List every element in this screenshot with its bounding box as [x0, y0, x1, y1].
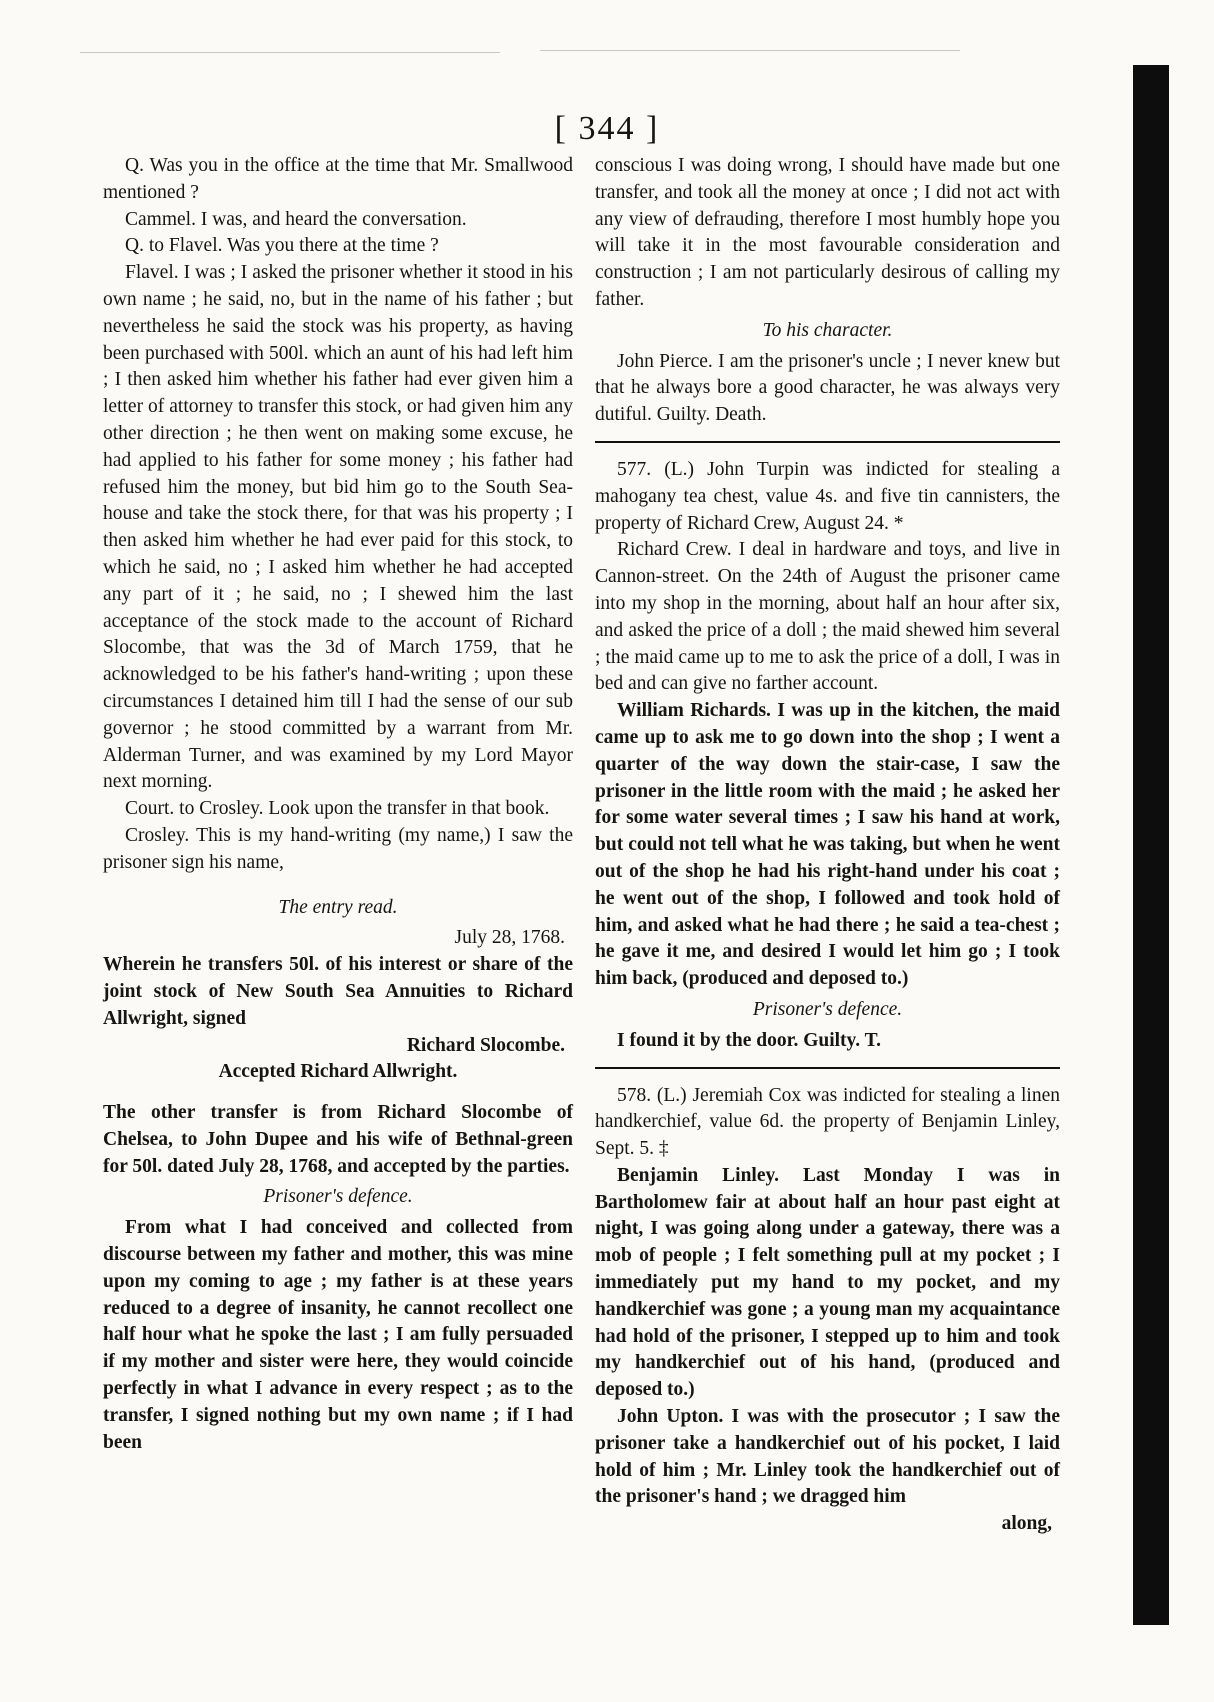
paragraph: 578. (L.) Jeremiah Cox was indicted for stealing a linen handkerchief, value 6d. the property of Benjamin Linley, Sept. 5. ‡ — [595, 1084, 1060, 1160]
paragraph: I found it by the door. Guilty. T. — [617, 1029, 882, 1051]
section-divider — [595, 1067, 1060, 1069]
right-column — [595, 153, 1060, 1538]
signature-line: along, — [1001, 1513, 1052, 1535]
spacer — [103, 877, 573, 891]
paragraph: William Richards. I was up in the kitchen, the maid came up to ask me to go down into the shop ; I went a quarter of the way down the stair-case, I saw the prisoner in the little room with the maid ; he asked her for some water several times ; I saw his hand at work, but could not tell what he was taking, but when he went out of the shop he had his right-hand under his coat ; he went out of the shop, I followed and took hold of him, and asked what he had there ; he said a tea-chest ; he gave it me, and desired I would let him go ; I took him back, (produced and deposed to.) — [595, 700, 1060, 990]
paragraph: From what I had conceived and collected from discourse between my father and mother, this was mine upon my coming to age ; my father is at these years reduced to a degree of insanity, he cannot recollect one half hour what he spoke the last ; I am fully persuaded if my mother and sister were here, they would coincide perfectly in what I advance in every respect ; as to the transfer, I signed nothing but my own name ; if I had been — [103, 1217, 573, 1453]
spacer — [103, 1086, 573, 1100]
paragraph: Q. Was you in the office at the time that Mr. Smallwood mentioned ? — [103, 155, 573, 203]
section-heading: Prisoner's defence. — [263, 1186, 413, 1208]
scan-noise-line — [80, 52, 500, 53]
paragraph: Benjamin Linley. Last Monday I was in Bartholomew fair at about half an hour past eight at night, I was going along under a gateway, there was a mob of people ; I felt something pull at my pocket ; I immediately put my hand to my pocket, and my handkerchief was gone ; a young man my acquaintance had hold of the prisoner, I stepped up to him and took my handkerchief out of his hand, (produced and deposed to.) — [595, 1164, 1060, 1401]
paragraph: Wherein he transfers 50l. of his interest or share of the joint stock of New South Sea Annuities to Richard Allwright, signed — [103, 954, 573, 1029]
scan-noise-line — [540, 50, 960, 51]
acceptance-line: Accepted Richard Allwright. — [218, 1061, 458, 1083]
section-heading: To his character. — [762, 319, 893, 341]
left-column — [103, 153, 573, 1456]
paragraph: The other transfer is from Richard Slocombe of Chelsea, to John Dupee and his wife of Bethnal-green for 50l. dated July 28, 1768, and accepted by the parties. — [103, 1102, 573, 1177]
section-heading: Prisoner's defence. — [752, 998, 903, 1020]
paragraph: Cammel. I was, and heard the conversation. — [125, 208, 467, 230]
paragraph: Q. to Flavel. Was you there at the time ? — [125, 235, 439, 257]
scan-binding-edge — [1133, 65, 1169, 1625]
page-number: [ 344 ] — [554, 110, 660, 147]
paragraph: Flavel. I was ; I asked the prisoner whether it stood in his own name ; he said, no, but in the name of his father ; but nevertheless he said the stock was his property, as having been purchased with 500l. which an aunt of his had left him ; I then asked him whether his father had ever given him a letter of attorney to transfer this stock, or had given him any other direction ; he then went on making some excuse, he had applied to his father for some money ; his father had refused him the money, but bid him go to the South Sea-house and take the stock there, for that was his property ; I then asked him whether he had ever paid for this stock, to which he said, no ; I asked him whether he had accepted any part of it ; he said, no ; I shewed him the last acceptance of the stock made to the account of Richard Slocombe, that was the 3d of March 1759, that he acknowledged to be his father's hand-writing ; upon these circumstances I detained him till I had the sense of our sub governor ; he stood committed by a warrant from Mr. Alderman Turner, and was examined by my Lord Mayor next morning. — [103, 262, 573, 793]
paragraph: Court. to Crosley. Look upon the transfer in that book. — [125, 798, 550, 820]
paragraph: Richard Crew. I deal in hardware and toys, and live in Cannon-street. On the 24th of August the prisoner came into my shop in the morning, about half an hour after six, and asked the price of a doll ; the maid shewed him several ; the maid came up to me to ask the price of a doll, I was in bed and can give no farther account. — [595, 539, 1060, 695]
signature-line: Richard Slocombe. — [406, 1034, 565, 1056]
paragraph: 577. (L.) John Turpin was indicted for stealing a mahogany tea chest, value 4s. and five tin cannisters, the property of Richard Crew, August 24. * — [595, 458, 1060, 534]
section-heading: The entry read. — [278, 896, 398, 918]
section-divider — [595, 441, 1060, 443]
paragraph: Crosley. This is my hand-writing (my name,) I saw the prisoner sign his name, — [103, 824, 573, 873]
paragraph: John Pierce. I am the prisoner's uncle ; I never knew but that he always bore a good character, he was always very dutiful. Guilty. Death. — [595, 350, 1060, 426]
paragraph: John Upton. I was with the prosecutor ; I saw the prisoner take a handkerchief out of his pocket, I laid hold of him ; Mr. Linley took the handkerchief out of the prisoner's hand ; we dragged him — [595, 1406, 1060, 1508]
date-line: July 28, 1768. — [454, 927, 565, 949]
paragraph: conscious I was doing wrong, I should have made but one transfer, and took all the money at once ; I did not act with any view of defrauding, therefore I most humbly hope you will take it in the most favourable consideration and construction ; I am not particularly desirous of calling my father. — [595, 155, 1060, 310]
